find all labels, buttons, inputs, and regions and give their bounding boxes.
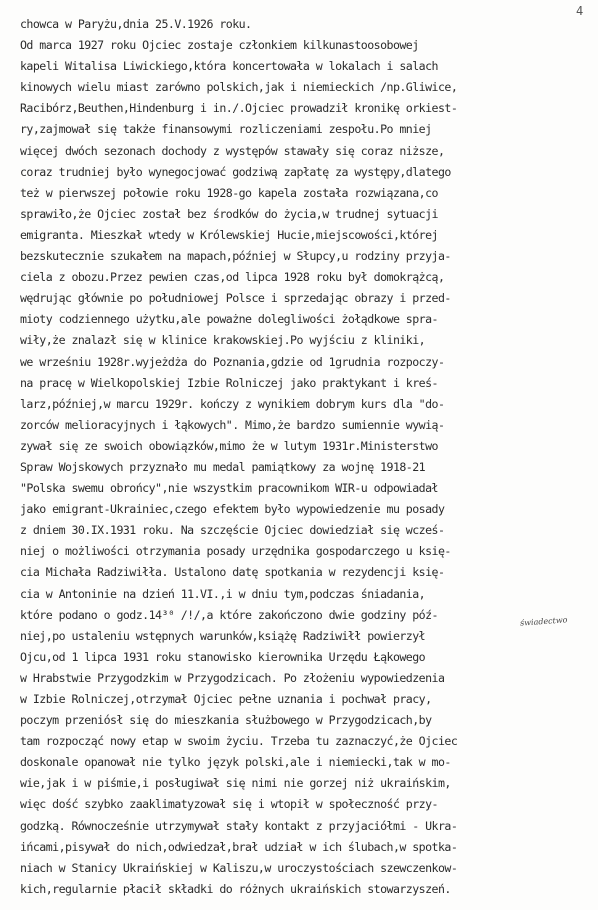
text-line: które podano o godz.14³⁰ /!/,a które zakończono dwie godziny póź- [20, 607, 438, 622]
text-line: doskonale opanował nie tylko język polski,ale i niemiecki,tak w mo- [20, 755, 451, 770]
text-line: chowca w Paryżu,dnia 25.V.1926 roku. [20, 17, 252, 31]
page-number: 4 [576, 4, 584, 18]
text-line: cia w Antoninie na dzień 11.VI.,i w dniu tym,podczas śniadania, [20, 586, 426, 601]
text-line: larz,później,w marcu 1929r. kończy z wynikiem dobrym kurs dla "do- [20, 396, 445, 411]
text-line: z dniem 30.IX.1931 roku. Na szczęście Ojciec dowiedział się wcześ- [20, 523, 445, 538]
text-line: Ojcu,od 1 lipca 1931 roku stanowisko kierownika Urzędu Łąkowego [20, 649, 426, 664]
handwritten-annotation: świadectwo [519, 615, 568, 628]
text-line: Spraw Wojskowych przyznało mu medal pamiątkowy za wojnę 1918-21 [20, 459, 426, 474]
text-line: więc dość szybko zaaklimatyzował się i wtopił w społeczność przy- [20, 797, 438, 812]
text-line: kapeli Witalisa Liwickiego,która koncertowała w lokalach i salach [20, 59, 438, 74]
text-line: niej,po ustaleniu wstępnych warunków,książę Radziwiłł powierzył [20, 628, 426, 643]
text-line: "Polska swemu obrońcy",nie wszystkim pracownikom WIR-u odpowiadał [20, 481, 438, 496]
text-line: we wrześniu 1928r.wyjeżdża do Poznania,gdzie od 1grudnia rozpoczy- [20, 354, 445, 369]
text-line: niej o możliwości otrzymania posady urzędnika gospodarczego u księ- [20, 544, 451, 559]
text-line: kich,regularnie płacił składki do różnych ukraińskich stowarzyszeń. [20, 881, 451, 896]
text-line: cia Michała Radziwiłła. Ustalono datę spotkania w rezydencji księ- [20, 565, 445, 580]
text-line: godzką. Równocześnie utrzymywał stały kontakt z przyjaciółmi - Ukra- [20, 818, 458, 833]
text-line: jako emigrant-Ukrainiec,czego efektem było wypowiedzenie mu posady [20, 502, 445, 517]
text-line: wędrując głównie po południowej Polsce i sprzedając obrazy i przed- [20, 291, 451, 306]
text-line: w Izbie Rolniczej,otrzymał Ojciec pełne uznania i pochwał pracy, [20, 692, 432, 706]
text-line: niach w Stanicy Ukraińskiej w Kaliszu,w uroczystościach szewczenkow- [20, 860, 458, 875]
text-line: sprawiło,że Ojciec został bez środków do życia,w trudnej sytuacji [20, 206, 438, 221]
text-line: zywał się ze swoich obowiązków,mimo że w lutym 1931r.Ministerstwo [20, 438, 438, 453]
text-line: Od marca 1927 roku Ojciec zostaje członkiem kilkunastoosobowej [20, 38, 419, 53]
text-line: wie,jak i w piśmie,i posługiwał się nimi nie gorzej niż ukraińskim, [20, 776, 451, 791]
text-line: kinowych wielu miast zarówno polskich,jak i niemieckich /np.Gliwice, [20, 80, 458, 95]
text-line: ry,zajmował się także finansowymi rozliczeniami zespołu.Po mniej [20, 122, 432, 137]
body-text [20, 14, 580, 900]
text-line: więcej dwóch sezonach dochody z występów stawały się coraz niższe, [20, 143, 445, 158]
text-line: poczym przeniósł się do mieszkania służbowego w Przygodzicach,by [20, 713, 432, 728]
text-line: emigranta. Mieszkał wtedy w Królewskiej Hucie,miejscowości,której [20, 227, 438, 242]
text-line: też w pierwszej połowie roku 1928-go kapela została rozwiązana,co [20, 185, 438, 200]
text-line: w Hrabstwie Przygodzkim w Przygodzicach. Po złożeniu wypowiedzenia [20, 670, 445, 685]
text-line: mioty codziennego użytku,ale poważne dolegliwości żołądkowe spra- [20, 312, 438, 327]
text-line: ciela z obozu.Przez pewien czas,od lipca 1928 roku był domokrążcą, [20, 270, 445, 285]
text-line: zorców melioracyjnych i łąkowych". Mimo,że bardzo sumiennie wywią- [20, 417, 445, 432]
text-line: ińcami,pisywał do nich,odwiedzał,brał udział w ich ślubach,w spotka- [20, 839, 458, 854]
text-line: tam rozpocząć nowy etap w swoim życiu. Trzeba tu zaznaczyć,że Ojciec [20, 734, 458, 749]
text-line: coraz trudniej było wynegocjować godziwą zapłatę za występy,dlatego [20, 164, 451, 179]
text-line: wiły,że znalazł się w klinice krakowskiej.Po wyjściu z kliniki, [20, 333, 426, 348]
text-line: bezskutecznie szukałem na mapach,później w Słupcy,u rodziny przyja- [20, 249, 451, 264]
text-line: Racibórz,Beuthen,Hindenburg i in./.Ojciec prowadził kronikę orkiest- [20, 101, 458, 116]
text-line: na pracę w Wielkopolskiej Izbie Rolniczej jako praktykant i kreś- [20, 375, 438, 390]
